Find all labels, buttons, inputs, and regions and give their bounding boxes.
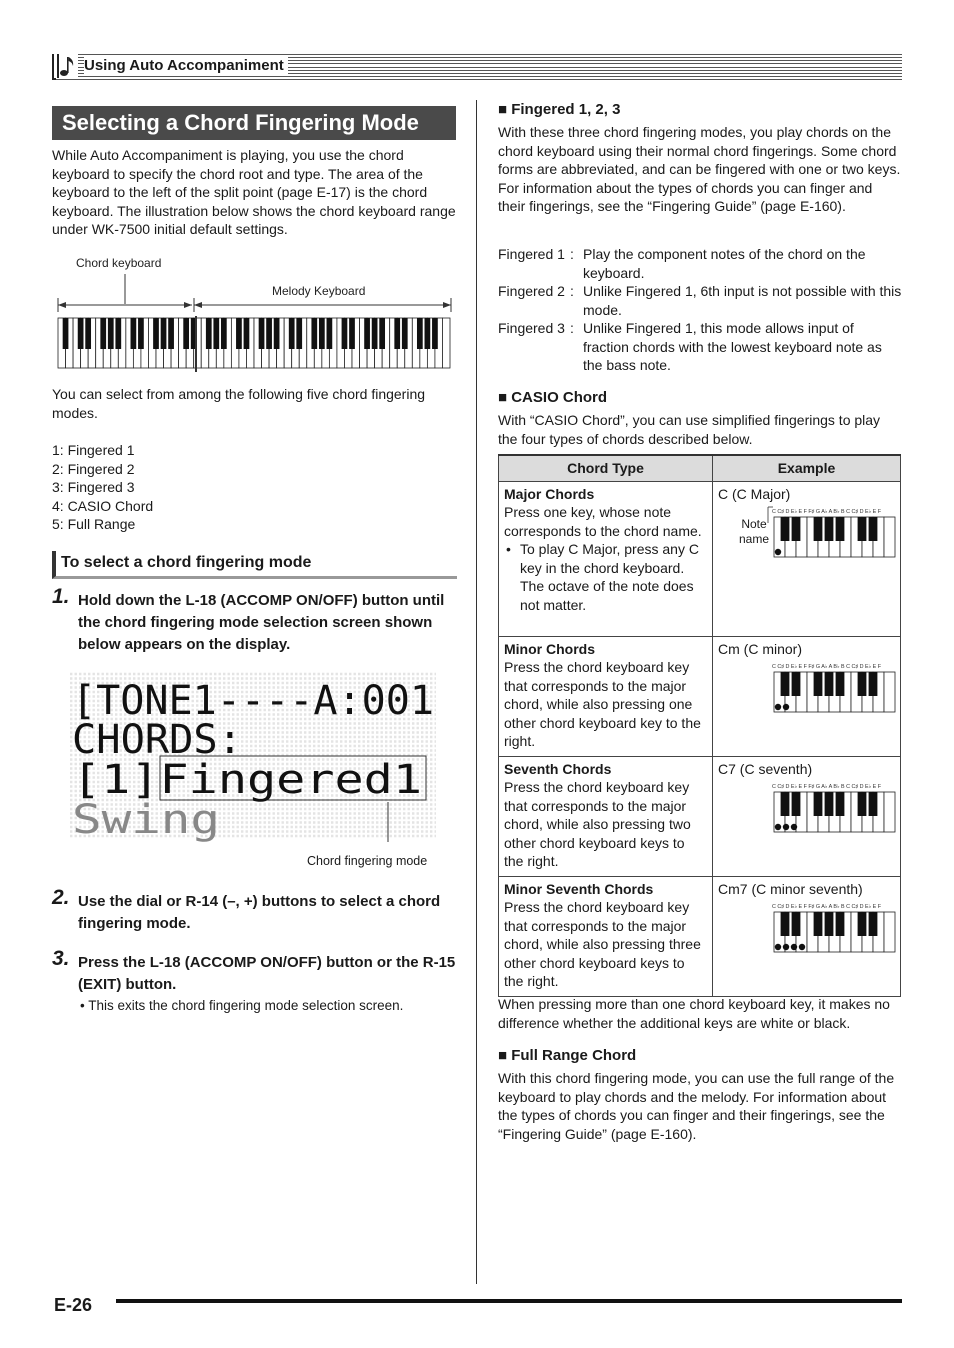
- black-key: [858, 792, 867, 816]
- mini-keyboard: [718, 898, 882, 954]
- step-number: 1.: [52, 585, 70, 608]
- black-key: [259, 318, 265, 349]
- black-key: [858, 672, 867, 696]
- note-names: C C♯ D E♭ E F F♯ G A♭ A B♭ B C C♯ D E♭ E F: [772, 664, 882, 670]
- black-key: [236, 318, 242, 349]
- black-key: [289, 318, 295, 349]
- procedure-heading: To select a chord fingering mode: [52, 551, 457, 579]
- example-diagram: [718, 503, 895, 567]
- chord-desc: Press the chord keyboard key that corresponds to the major chord, while also pressing two other chord keyboard keys to the right.: [504, 779, 691, 869]
- black-key: [814, 792, 823, 816]
- pressed-key-dot: [791, 824, 797, 830]
- black-key: [115, 318, 121, 349]
- black-key: [836, 792, 845, 816]
- mini-keyboard: [718, 503, 882, 559]
- black-key: [792, 672, 801, 696]
- definition-row: Fingered 1 : Play the component notes of the chord on the keyboard.: [498, 245, 902, 282]
- lcd-line-1: [TONE1----A:001: [72, 678, 434, 724]
- black-key: [869, 517, 878, 541]
- black-key: [825, 912, 834, 936]
- step-text: Press the L-18 (ACCOMP ON/OFF) button or the R-15 (EXIT) button.: [78, 954, 456, 993]
- mini-keyboard: [718, 658, 882, 714]
- black-key: [781, 912, 790, 936]
- black-key: [417, 318, 423, 349]
- split-keyboard-diagram: [52, 252, 456, 374]
- black-key: [869, 672, 878, 696]
- full-range-heading: ■ Full Range Chord: [498, 1047, 637, 1064]
- black-key: [814, 912, 823, 936]
- black-key: [153, 318, 159, 349]
- table-cell: [713, 876, 901, 996]
- black-key: [161, 318, 167, 349]
- definition-desc: Play the component notes of the chord on the keyboard.: [583, 246, 866, 281]
- black-key: [869, 792, 878, 816]
- black-key: [296, 318, 302, 349]
- black-key: [108, 318, 114, 349]
- intro-paragraph: While Auto Accompaniment is playing, you use the chord keyboard to specify the chord root and type. The area of the keyboard to the left of the split point (page E-17) is the chord keyboard. The illustration below shows the chord keyboard range under WK-7500 initial default settings.: [52, 147, 456, 237]
- casio-body: With “CASIO Chord”, you can use simplified fingerings to play the four types of chords described below.: [498, 412, 881, 447]
- black-key: [327, 318, 333, 349]
- definition-row: Fingered 2 : Unlike Fingered 1, 6th input is not possible with this mode.: [498, 283, 902, 318]
- table-row: [499, 481, 901, 636]
- note-names: C C♯ D E♭ E F F♯ G A♭ A B♭ B C C♯ D E♭ E F: [772, 509, 882, 515]
- list-item: 2: Fingered 2: [52, 460, 135, 477]
- definition-desc: Unlike Fingered 1, this mode allows input of fraction chords with the lowest keyboard note as the bass note.: [583, 320, 882, 373]
- black-key: [100, 318, 106, 349]
- black-key: [342, 318, 348, 349]
- definition-term: Fingered 1: [498, 246, 565, 262]
- black-key: [781, 672, 790, 696]
- definition-row: Fingered 3 : Unlike Fingered 1, this mode allows input of fraction chords with the lowest keyboard note as the bass note.: [498, 319, 902, 375]
- example-diagram: [718, 658, 895, 714]
- step-note: • This exits the chord fingering mode selection screen.: [80, 998, 404, 1013]
- black-key: [311, 318, 317, 349]
- table-cell: [499, 756, 713, 876]
- lcd-line-2: CHORDS:: [72, 717, 242, 763]
- black-key: [814, 672, 823, 696]
- black-key: [213, 318, 219, 349]
- black-key: [792, 912, 801, 936]
- definition-term: Fingered 3: [498, 320, 565, 336]
- fingered-definitions: [498, 245, 902, 375]
- black-key: [394, 318, 400, 349]
- mode-list: [52, 441, 456, 534]
- black-key: [78, 318, 84, 349]
- pressed-key-dot: [775, 824, 781, 830]
- black-key: [869, 912, 878, 936]
- chord-type-table: [498, 454, 901, 997]
- full-range-body: With this chord fingering mode, you can use the full range of the keyboard to play chords and the melody. For information about the types of chords you can finger and their fingerings, see the “Fingering Guide” (page E-160).: [498, 1070, 895, 1142]
- black-key: [402, 318, 408, 349]
- lcd-caption: Chord fingering mode: [307, 854, 428, 868]
- white-key: [884, 672, 895, 712]
- white-key: [884, 517, 895, 557]
- black-key: [792, 517, 801, 541]
- black-key: [319, 318, 325, 349]
- mini-keyboard: [718, 778, 882, 834]
- step-number: 3.: [52, 947, 70, 970]
- chord-desc: Press one key, whose note corresponds to the chord name.: [504, 504, 702, 539]
- note-names: C C♯ D E♭ E F F♯ G A♭ A B♭ B C C♯ D E♭ E F: [772, 784, 882, 790]
- table-cell: [713, 756, 901, 876]
- black-key: [825, 672, 834, 696]
- black-key: [858, 517, 867, 541]
- chord-title: Major Chords: [504, 485, 595, 502]
- black-key: [168, 318, 174, 349]
- black-key: [183, 318, 189, 349]
- footer-rule: [116, 1299, 902, 1303]
- black-key: [221, 318, 227, 349]
- black-key: [138, 318, 144, 349]
- column-divider: [476, 100, 477, 1284]
- column-header: Chord Type: [499, 455, 713, 481]
- example-diagram: [718, 778, 895, 834]
- black-key: [425, 318, 431, 349]
- lcd-line-4: Swing: [72, 797, 220, 843]
- black-key: [814, 517, 823, 541]
- table-cell: [713, 481, 901, 636]
- chord-example: Cm (C minor): [718, 640, 802, 657]
- black-key: [131, 318, 137, 349]
- header-title: Using Auto Accompaniment: [84, 57, 288, 76]
- table-cell: [499, 481, 713, 636]
- definition-term: Fingered 2: [498, 283, 565, 299]
- pressed-key-dot: [775, 549, 781, 555]
- fingered-heading: ■ Fingered 1, 2, 3: [498, 101, 621, 118]
- pressed-key-dot: [775, 944, 781, 950]
- black-key: [349, 318, 355, 349]
- black-key: [274, 318, 280, 349]
- section-title: Selecting a Chord Fingering Mode: [52, 106, 456, 140]
- chord-title: Minor Chords: [504, 640, 595, 657]
- black-key: [836, 672, 845, 696]
- example-diagram: [718, 898, 895, 954]
- modes-intro: You can select from among the following five chord fingering modes.: [52, 386, 426, 421]
- black-key: [858, 912, 867, 936]
- black-key: [792, 792, 801, 816]
- chord-example: Cm7 (C minor seventh): [718, 880, 863, 897]
- chord-example: C (C Major): [718, 485, 791, 502]
- black-key: [379, 318, 385, 349]
- casio-heading: ■ CASIO Chord: [498, 389, 608, 406]
- pressed-key-dot: [783, 944, 789, 950]
- bullet-text: To play C Major, press any C key in the chord keyboard. The octave of the note does not matter.: [520, 541, 699, 613]
- black-key: [266, 318, 272, 349]
- pressed-key-dot: [783, 824, 789, 830]
- table-header-row: [499, 455, 901, 481]
- pressed-key-dot: [783, 704, 789, 710]
- black-key: [244, 318, 250, 349]
- list-item: 4: CASIO Chord: [52, 497, 154, 514]
- column-header: Example: [713, 455, 901, 481]
- table-row: [499, 876, 901, 996]
- step-number: 2.: [52, 886, 70, 909]
- black-key: [836, 517, 845, 541]
- list-item: 5: Full Range: [52, 516, 136, 532]
- chord-title: Minor Seventh Chords: [504, 880, 654, 897]
- white-key: [884, 912, 895, 952]
- black-key: [825, 792, 834, 816]
- white-key: [442, 318, 450, 368]
- table-cell: [499, 636, 713, 756]
- list-item: 3: Fingered 3: [52, 479, 135, 495]
- list-item: 1: Fingered 1: [52, 442, 135, 458]
- black-key: [206, 318, 212, 349]
- pressed-key-dot: [775, 704, 781, 710]
- page-number: E-26: [54, 1295, 93, 1315]
- chord-example: C7 (C seventh): [718, 760, 813, 777]
- table-cell: [713, 636, 901, 756]
- lcd-display: [70, 672, 436, 842]
- table-row: [499, 636, 901, 756]
- black-key: [836, 912, 845, 936]
- fingered-body: With these three chord fingering modes, you play chords on the chord keyboard using their normal chord fingerings. Some chord forms are abbreviated, and can be fingered with one or two keys. For information about the types of chords you can finger and their fingerings, see the “Fingering Guide” (page E-160).: [498, 124, 901, 214]
- black-key: [85, 318, 91, 349]
- note-name-label: Note name: [738, 517, 770, 546]
- chord-bullet: • To play C Major, press any C key in the chord keyboard. The octave of the note does not matter.: [504, 540, 707, 614]
- definition-desc: Unlike Fingered 1, 6th input is not possible with this mode.: [583, 283, 902, 318]
- table-cell: [499, 876, 713, 996]
- black-key: [364, 318, 370, 349]
- table-footnote: When pressing more than one chord keyboard key, it makes no difference whether the additional keys are white or black.: [498, 996, 890, 1031]
- black-key: [372, 318, 378, 349]
- chord-keyboard-label: Chord keyboard: [76, 256, 162, 270]
- lcd-line-3: [1]Fingered1: [72, 757, 422, 803]
- step-text: Use the dial or R-14 (–, +) buttons to select a chord fingering mode.: [78, 893, 441, 932]
- chord-desc: Press the chord keyboard key that corresponds to the major chord, while also pressing one other chord keyboard key to the right.: [504, 659, 701, 749]
- black-key: [825, 517, 834, 541]
- step-text: Hold down the L-18 (ACCOMP ON/OFF) button until the chord fingering mode selection screen shown below appears on the display.: [78, 592, 445, 653]
- black-key: [781, 792, 790, 816]
- table-row: [499, 756, 901, 876]
- black-key: [63, 318, 69, 349]
- black-key: [781, 517, 790, 541]
- pressed-key-dot: [791, 944, 797, 950]
- music-note-icon: [54, 54, 78, 78]
- chord-title: Seventh Chords: [504, 760, 612, 777]
- pressed-key-dot: [799, 944, 805, 950]
- note-names: C C♯ D E♭ E F F♯ G A♭ A B♭ B C C♯ D E♭ E F: [772, 904, 882, 910]
- keyboard-illustration: [52, 252, 456, 374]
- black-key: [432, 318, 438, 349]
- chord-desc: Press the chord keyboard key that corresponds to the major chord, while also pressing three other chord keyboard keys to the right.: [504, 899, 701, 989]
- white-key: [884, 792, 895, 832]
- melody-keyboard-label: Melody Keyboard: [272, 284, 366, 298]
